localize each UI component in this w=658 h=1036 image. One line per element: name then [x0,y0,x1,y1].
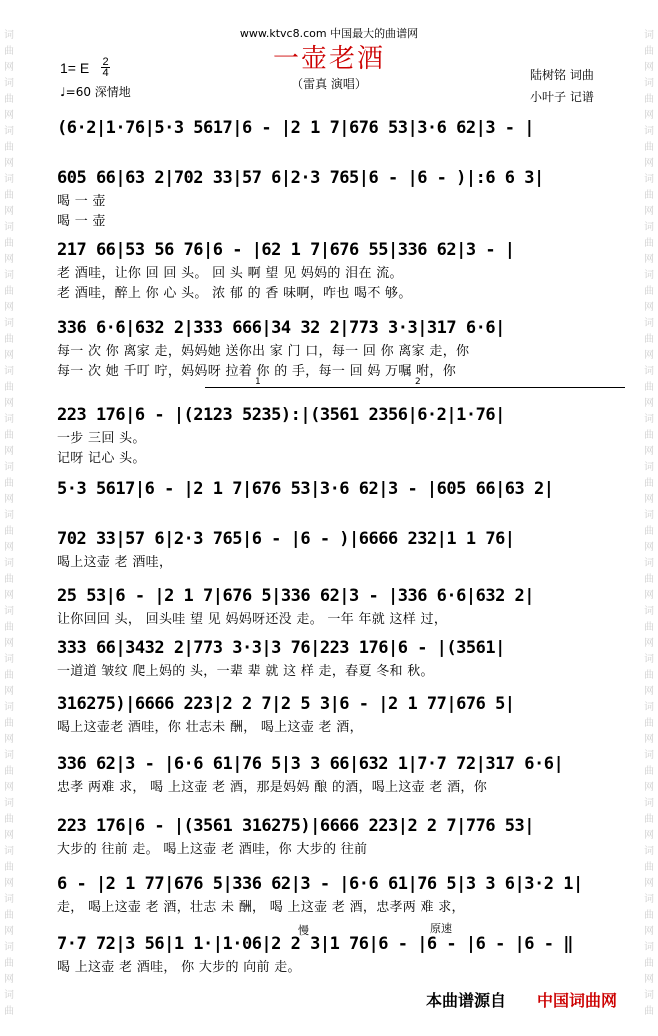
watermark-glyph: 网 [644,686,654,697]
notation-line: (6·2|1·76|5·3 5617|6 - |2 1 7|676 53|3·6 62|3 - | [57,118,535,138]
watermark-glyph: 曲 [4,526,14,537]
score-row [57,874,637,918]
watermark-glyph: 曲 [644,46,654,57]
watermark-glyph: 网 [644,590,654,601]
watermark-glyph: 词 [4,78,14,89]
watermark-glyph: 网 [644,110,654,121]
notation-line: 223 176|6 - |(3561 316275)|6666 223|2 2 7|776 53| [57,816,535,836]
watermark-glyph: 曲 [644,718,654,729]
watermark-glyph: 曲 [4,382,14,393]
watermark-glyph: 曲 [4,622,14,633]
watermark-glyph: 曲 [4,430,14,441]
lyric-line: 喝上这壶 老 酒哇， [57,555,173,570]
watermark-glyph: 网 [4,734,14,745]
lyric-line: 走， 喝上这壶 老 酒，壮志 未 酬， 喝 上这壶 老 酒，忠孝两 难 求， [57,900,465,915]
watermark-glyph: 网 [4,158,14,169]
watermark-glyph: 网 [644,926,654,937]
watermark-glyph: 网 [4,878,14,889]
watermark-glyph: 词 [4,606,14,617]
watermark-glyph: 词 [4,318,14,329]
notation-line: 333 66|3432 2|773 3·3|3 76|223 176|6 - |(3561| [57,638,505,658]
watermark-right [640,0,658,1036]
watermark-glyph: 曲 [4,718,14,729]
composer-credit: 陆树铭 词曲 [530,68,594,82]
watermark-glyph: 词 [644,414,654,425]
watermark-glyph: 词 [644,606,654,617]
lyric-line: 忠孝 两难 求， 喝 上这壶 老 酒，那是妈妈 酿 的酒，喝上这壶 老 酒，你 [57,780,488,795]
watermark-glyph: 曲 [644,670,654,681]
watermark-glyph: 曲 [4,94,14,105]
score-row [57,638,637,682]
watermark-glyph: 曲 [4,190,14,201]
watermark-glyph: 词 [644,270,654,281]
lyric-line: 喝 一 壶 [57,214,106,229]
notation-line: 336 6·6|632 2|333 666|34 32 2|773 3·3|317 6·6| [57,318,505,338]
watermark-glyph: 曲 [4,1006,14,1017]
watermark-glyph: 曲 [644,382,654,393]
transcriber-credit: 小叶子 记谱 [530,90,594,104]
watermark-glyph: 词 [644,942,654,953]
lyric-line: 大步的 往前 走。 喝上这壶 老 酒哇，你 大步的 往前 [57,842,368,857]
watermark-glyph: 词 [644,846,654,857]
watermark-glyph: 网 [4,350,14,361]
watermark-glyph: 词 [644,174,654,185]
watermark-glyph: 词 [4,798,14,809]
notation-line: 6 - |2 1 77|676 5|336 62|3 - |6·6 61|76 5|3 3 6|3·2 1| [57,874,583,894]
watermark-glyph: 词 [4,894,14,905]
watermark-glyph: 词 [4,222,14,233]
watermark-glyph: 曲 [644,910,654,921]
watermark-glyph: 网 [644,974,654,985]
volta-first: 1 [255,377,261,387]
watermark-glyph: 网 [644,446,654,457]
song-title: 一壶老酒 [272,44,385,74]
lyric-line: 老 酒哇，醉上 你 心 头。 浓 郁 的 香 味啊，咋也 喝不 够。 [57,286,412,301]
watermark-glyph: 网 [644,734,654,745]
time-signature [101,57,110,78]
watermark-glyph: 词 [4,750,14,761]
notation-line: 223 176|6 - |(2123 5235):|(3561 2356|6·2|1·76| [57,405,505,425]
notation-line: 25 53|6 - |2 1 7|676 5|336 62|3 - |336 6·6|632 2| [57,586,535,606]
watermark-glyph: 网 [644,302,654,313]
watermark-glyph: 网 [644,830,654,841]
watermark-glyph: 词 [4,174,14,185]
lyric-line: 喝上这壶老 酒哇，你 壮志未 酬， 喝上这壶 老 酒， [57,720,363,735]
original-tempo-mark: 原速 [430,922,452,935]
watermark-glyph: 网 [4,446,14,457]
watermark-glyph: 曲 [644,574,654,585]
watermark-glyph: 词 [4,414,14,425]
meter-top: 2 [102,56,109,68]
watermark-glyph: 网 [4,254,14,265]
watermark-glyph: 词 [4,654,14,665]
watermark-glyph: 词 [4,366,14,377]
watermark-left [0,0,18,1036]
watermark-glyph: 曲 [4,238,14,249]
watermark-glyph: 曲 [644,814,654,825]
watermark-glyph: 网 [644,542,654,553]
watermark-glyph: 网 [4,926,14,937]
watermark-glyph: 词 [4,702,14,713]
volta-bracket [205,377,625,398]
lyric-line: 每一 次 她 千叮 咛，妈妈呀 拉着 你 的 手，每一 回 妈 万嘱 咐，你 [57,364,456,379]
score-row [57,694,637,738]
score-row [57,318,637,382]
score-row [57,118,637,138]
watermark-glyph: 网 [644,494,654,505]
watermark-glyph: 词 [644,654,654,665]
watermark-glyph: 曲 [644,430,654,441]
watermark-glyph: 网 [644,878,654,889]
source-label: 本曲谱源自 [426,991,507,1010]
tempo-marking: ♩=60 深情地 [60,85,131,99]
notation-line: 5·3 5617|6 - |2 1 7|676 53|3·6 62|3 - |605 66|63 2| [57,479,554,499]
watermark-glyph: 曲 [4,46,14,57]
watermark-glyph: 词 [4,558,14,569]
watermark-glyph: 网 [644,638,654,649]
watermark-glyph: 网 [4,782,14,793]
watermark-glyph: 网 [644,782,654,793]
lyric-line: 一步 三回 头。 [57,431,146,446]
watermark-glyph: 词 [644,990,654,1001]
watermark-glyph: 曲 [4,670,14,681]
watermark-glyph: 曲 [644,142,654,153]
watermark-glyph: 词 [4,510,14,521]
watermark-glyph: 曲 [644,238,654,249]
watermark-glyph: 词 [4,990,14,1001]
watermark-glyph: 网 [4,206,14,217]
watermark-glyph: 曲 [644,766,654,777]
watermark-glyph: 网 [4,110,14,121]
lyric-line: 老 酒哇，让你 回 回 头。 回 头 啊 望 见 妈妈的 泪在 流。 [57,266,403,281]
watermark-glyph: 曲 [4,574,14,585]
watermark-glyph: 曲 [644,94,654,105]
lyric-line: 记呀 记心 头。 [57,451,146,466]
watermark-glyph: 词 [644,750,654,761]
watermark-glyph: 词 [644,894,654,905]
watermark-glyph: 曲 [4,334,14,345]
watermark-glyph: 网 [4,398,14,409]
score-row [57,816,637,860]
key-signature: 1= E [60,60,90,76]
watermark-glyph: 曲 [644,958,654,969]
watermark-glyph: 词 [644,702,654,713]
watermark-glyph: 网 [644,254,654,265]
lyric-line: 喝 一 壶 [57,194,106,209]
score-row [57,405,637,469]
watermark-glyph: 词 [4,126,14,137]
lyric-line: 每一 次 你 离家 走，妈妈她 送你出 家 门 口，每一 回 你 离家 走，你 [57,344,470,359]
watermark-glyph: 网 [4,686,14,697]
score-row [57,240,637,304]
watermark-glyph: 曲 [4,862,14,873]
lyric-line: 一道道 皱纹 爬上妈的 头，一辈 辈 就 这 样 走，春夏 冬和 秋。 [57,664,434,679]
watermark-glyph: 曲 [644,1006,654,1017]
lyric-line: 让你回回 头， 回头哇 望 见 妈妈呀还没 走。 一年 年就 这样 过， [57,612,448,627]
watermark-glyph: 网 [4,302,14,313]
watermark-glyph: 网 [4,590,14,601]
score-row [57,168,637,232]
notation-line: 217 66|53 56 76|6 - |62 1 7|676 55|336 62|3 - | [57,240,515,260]
watermark-glyph: 网 [4,494,14,505]
watermark-glyph: 网 [4,830,14,841]
score-row [57,479,637,499]
watermark-glyph: 曲 [4,286,14,297]
watermark-glyph: 网 [4,638,14,649]
watermark-glyph: 词 [644,30,654,41]
watermark-glyph: 网 [644,350,654,361]
notation-line: 605 66|63 2|702 33|57 6|2·3 765|6 - |6 - )|:6 6 3| [57,168,544,188]
watermark-glyph: 曲 [644,334,654,345]
watermark-glyph: 网 [4,542,14,553]
site-line: www.ktvc8.com 中国最大的曲谱网 [239,27,419,40]
source-site: 中国词曲网 [537,991,618,1010]
score-row [57,586,637,630]
watermark-glyph: 词 [4,30,14,41]
watermark-glyph: 词 [644,78,654,89]
watermark-glyph: 曲 [644,622,654,633]
watermark-glyph: 曲 [4,478,14,489]
watermark-glyph: 词 [644,510,654,521]
watermark-glyph: 词 [4,942,14,953]
watermark-glyph: 曲 [644,526,654,537]
watermark-glyph: 网 [644,206,654,217]
singer-line: （雷真 演唱） [291,77,367,91]
watermark-glyph: 词 [644,558,654,569]
watermark-glyph: 网 [4,974,14,985]
notation-line: 7·7 72|3 56|1 1·|1·06|2 2 3|1 76|6 - |6 - |6 - |6 - ‖ [57,934,573,954]
notation-line: 336 62|3 - |6·6 61|76 5|3 3 66|632 1|7·7 72|317 6·6| [57,754,564,774]
watermark-glyph: 词 [644,222,654,233]
watermark-glyph: 曲 [644,286,654,297]
watermark-glyph: 曲 [644,190,654,201]
watermark-glyph: 词 [644,318,654,329]
lyric-line: 喝 上这壶 老 酒哇， 你 大步的 向前 走。 [57,960,301,975]
watermark-glyph: 词 [644,462,654,473]
watermark-glyph: 网 [4,62,14,73]
meter-bottom: 4 [102,67,109,79]
watermark-glyph: 词 [644,798,654,809]
score-row [57,934,637,978]
watermark-glyph: 网 [644,62,654,73]
score-row [57,529,637,573]
watermark-glyph: 网 [644,158,654,169]
watermark-glyph: 曲 [644,862,654,873]
watermark-glyph: 网 [644,398,654,409]
watermark-glyph: 词 [644,126,654,137]
notation-line: 316275)|6666 223|2 2 7|2 5 3|6 - |2 1 77|676 5| [57,694,515,714]
watermark-glyph: 词 [644,366,654,377]
watermark-glyph: 曲 [4,814,14,825]
watermark-glyph: 曲 [644,478,654,489]
watermark-glyph: 曲 [4,142,14,153]
watermark-glyph: 曲 [4,958,14,969]
notation-line: 702 33|57 6|2·3 765|6 - |6 - )|6666 232|1 1 76| [57,529,515,549]
watermark-glyph: 词 [4,270,14,281]
volta-second: 2 [415,377,421,387]
watermark-glyph: 词 [4,846,14,857]
watermark-glyph: 词 [4,462,14,473]
slow-mark: 慢 [298,924,309,937]
watermark-glyph: 曲 [4,766,14,777]
score-row [57,754,637,798]
watermark-glyph: 曲 [4,910,14,921]
